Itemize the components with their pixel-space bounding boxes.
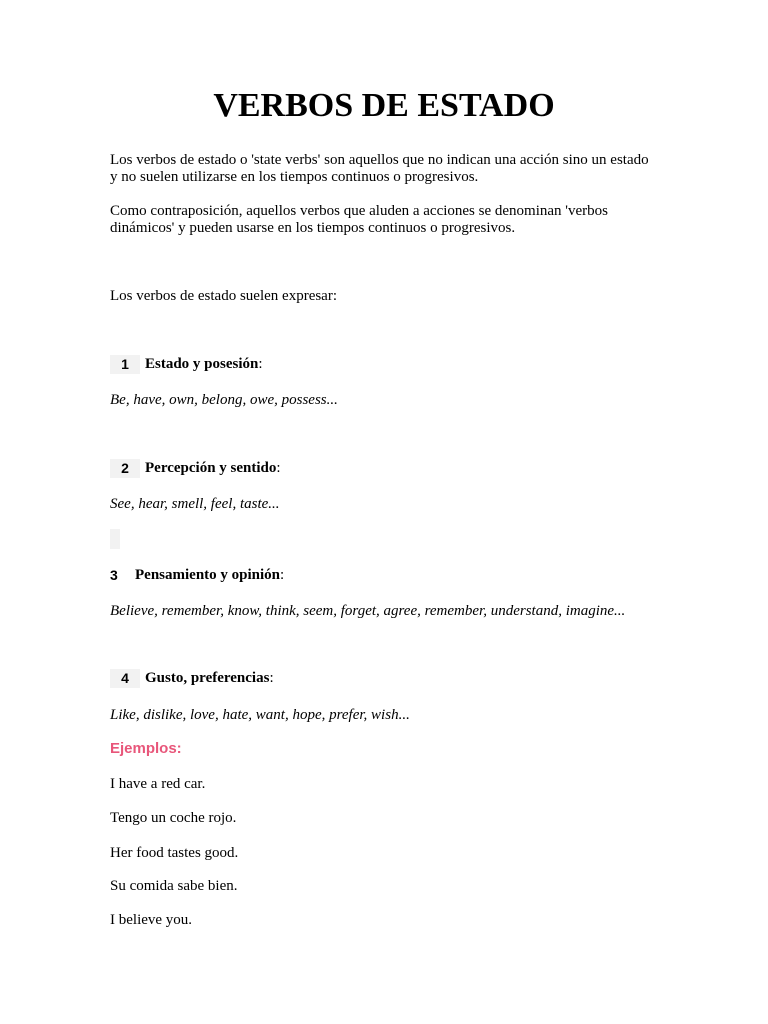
category-heading-text: Estado y posesión <box>145 356 259 372</box>
category-heading-colon: : <box>269 670 274 686</box>
category-heading-text: Percepción y sentido <box>145 460 277 476</box>
lead-sentence: Los verbos de estado suelen expresar: <box>110 288 338 304</box>
example-line-3: Her food tastes good. <box>110 845 239 861</box>
category-examples-1: Be, have, own, belong, owe, possess... <box>110 392 338 408</box>
category-heading-2 <box>145 459 281 478</box>
category-heading-colon: : <box>276 460 281 476</box>
category-number-4: 4 <box>110 669 140 688</box>
category-number-2: 2 <box>110 459 140 478</box>
category-heading-colon: : <box>280 567 285 583</box>
category-heading-text: Gusto, preferencias <box>145 670 270 686</box>
category-heading-3 <box>135 566 284 585</box>
category-heading-text: Pensamiento y opinión <box>135 567 281 583</box>
example-line-1: I have a red car. <box>110 776 206 792</box>
empty-number-box <box>110 529 120 549</box>
category-number-1: 1 <box>110 355 140 374</box>
example-line-4: Su comida sabe bien. <box>110 878 238 894</box>
category-heading-colon: : <box>258 356 263 372</box>
category-examples-4: Like, dislike, love, hate, want, hope, prefer, wish... <box>110 707 410 723</box>
example-line-2: Tengo un coche rojo. <box>110 810 237 826</box>
category-heading-1 <box>145 355 263 374</box>
category-number-3: 3 <box>110 567 118 583</box>
page-title: VERBOS DE ESTADO <box>213 87 555 124</box>
category-heading-4 <box>145 669 274 688</box>
examples-heading: Ejemplos: <box>110 740 182 757</box>
category-examples-3: Believe, remember, know, think, seem, forget, agree, remember, understand, imagine... <box>110 603 626 619</box>
intro-paragraph-1: Los verbos de estado o 'state verbs' son aquellos que no indican una acción sino un estado y no suelen utilizarse en los tiempos continuos o progresivos. <box>110 152 649 185</box>
intro-paragraph-2: Como contraposición, aquellos verbos que aluden a acciones se denominan 'verbos dinámicos' y pueden usarse en los tiempos continuos o progresivos. <box>110 203 608 236</box>
category-examples-2: See, hear, smell, feel, taste... <box>110 496 280 512</box>
example-line-5: I believe you. <box>110 912 193 928</box>
